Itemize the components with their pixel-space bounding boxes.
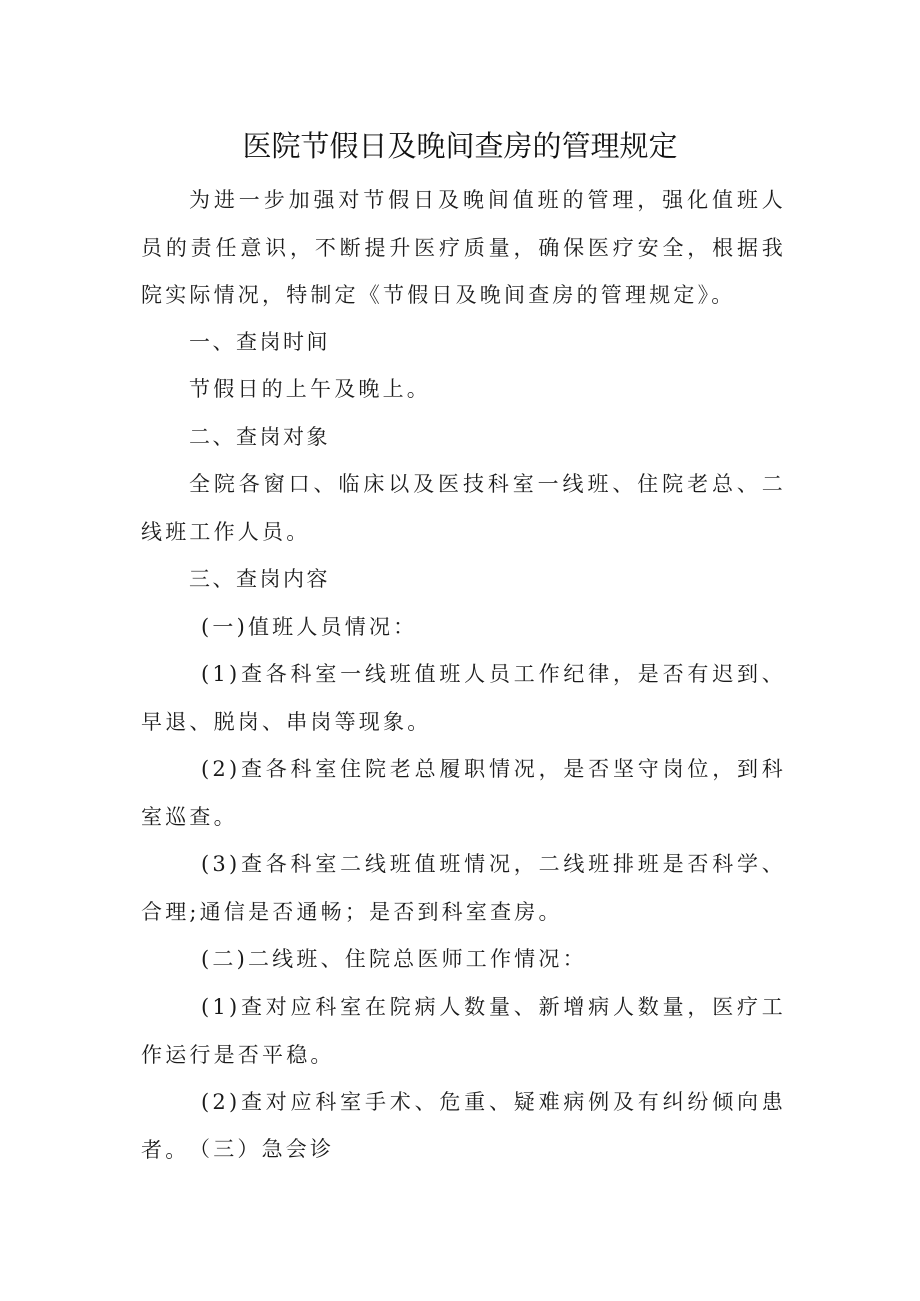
paragraph-target: 全院各窗口、临床以及医技科室一线班、住院老总、二线班工作人员。 (141, 472, 786, 544)
subsection-heading-staff: (一)值班人员情况： (201, 615, 418, 639)
section-heading-target: 二、查岗对象 (189, 425, 330, 449)
paragraph-item-5: (2)查对应科室手术、危重、疑难病例及有纠纷倾向患者。 (141, 1090, 786, 1162)
paragraph-item-3: (3)查各科室二线班值班情况，二线班排班是否科学、合理;通信是否通畅；是否到科室查房。 (141, 852, 786, 924)
subsection-heading-second-line: (二)二线班、住院总医师工作情况： (201, 947, 587, 971)
subsection-heading-emergency: （三）急会诊 (189, 1137, 335, 1161)
intro-paragraph: 为进一步加强对节假日及晚间值班的管理，强化值班人员的责任意识，不断提升医疗质量，确保医疗安全，根据我院实际情况，特制定《节假日及晚间查房的管理规定》。 (141, 188, 786, 307)
section-heading-time: 一、查岗时间 (189, 330, 330, 354)
paragraph-item-2: (2)查各科室住院老总履职情况，是否坚守岗位，到科室巡查。 (141, 757, 786, 829)
section-heading-content: 三、查岗内容 (189, 567, 330, 591)
paragraph-item-1: (1)查各科室一线班值班人员工作纪律，是否有迟到、早退、脱岗、串岗等现象。 (141, 662, 786, 734)
paragraph-item-4: (1)查对应科室在院病人数量、新增病人数量，医疗工作运行是否平稳。 (141, 995, 786, 1067)
document-title: 医院节假日及晚间查房的管理规定 (242, 129, 678, 163)
paragraph-time: 节假日的上午及晚上。 (189, 377, 431, 401)
